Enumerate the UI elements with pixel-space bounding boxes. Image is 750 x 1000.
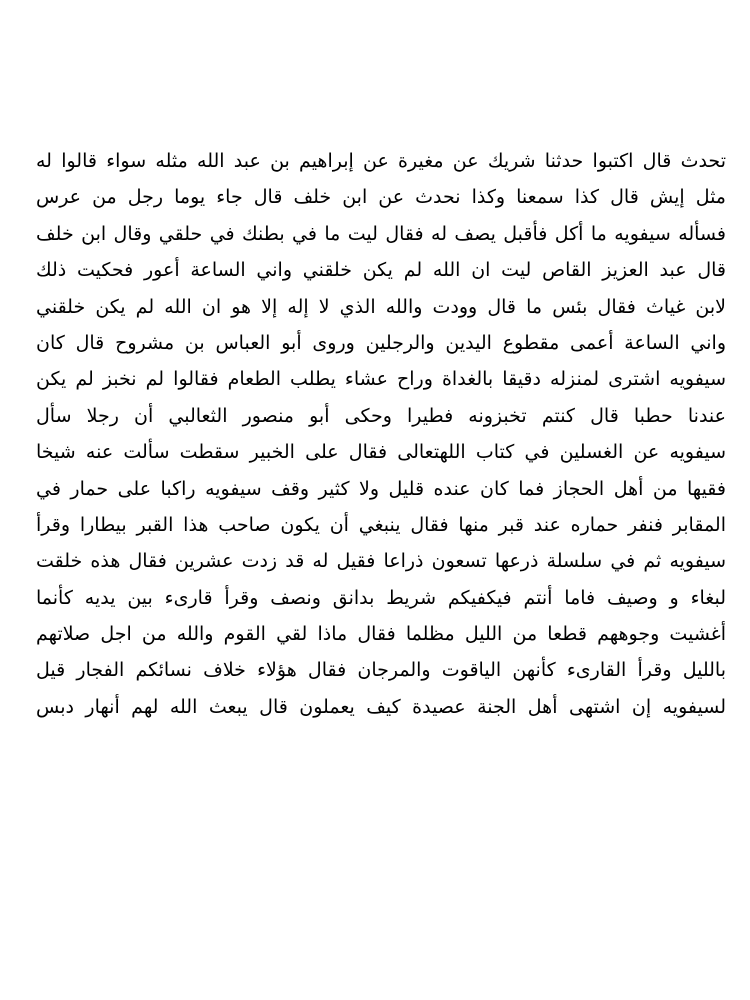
text-line: واني الساعة أعمى مقطوع اليدين والرجلين وروى أبو العباس بن مشروح قال كان (36, 331, 726, 354)
text-line: فسأله سيفويه ما أكل فأقبل يصف له فقال ليت ما في بطنك في حلقي وقال ابن خلف (36, 222, 726, 245)
text-line: لابن غياث فقال بئس ما قال وودت والله الذي لا إله إلا هو ان الله لم يكن خلقني (36, 295, 726, 318)
text-line: لسيفويه إن اشتهى أهل الجنة عصيدة كيف يعملون قال يبعث الله لهم أنهار دبس (36, 695, 726, 718)
text-line: المقابر فنفر حماره عند قبر منها فقال ينبغي أن يكون صاحب هذا القبر بيطارا وقرأ (36, 513, 726, 536)
text-line: لبغاء و وصيف فاما أنتم فيكفيكم شريط بدانق ونصف وقرأ قارىء بين يديه كأنما (36, 586, 726, 609)
text-line: فقيها من أهل الحجاز فما كان عنده قليل ولا كثير وقف سيفويه راكبا على حمار في (36, 477, 726, 500)
text-line: عندنا حطبا قال كنتم تخبزونه فطيرا وحكى أبو منصور الثعالبي أن رجلا سأل (36, 404, 726, 427)
text-line: سيفويه اشترى لمنزله دقيقا بالغداة وراح عشاء يطلب الطعام فقالوا لم نخبز لم يكن (36, 368, 726, 391)
text-line: قال عبد العزيز القاص ليت ان الله لم يكن خلقني واني الساعة أعور فحكيت ذلك (36, 259, 726, 282)
text-line: مثل إيش قال كذا سمعنا وكذا نحدث عن ابن خلف قال جاء يوما رجل من عرس (36, 186, 726, 209)
text-line: أغشيت وجوههم قطعا من الليل مظلما فقال ماذا لقي القوم والله من اجل صلاتهم (36, 623, 726, 646)
text-line: بالليل وقرأ القارىء كأنهن الياقوت والمرجان فقال هؤلاء خلاف نسائكم الفجار قيل (36, 659, 726, 682)
text-line: سيفويه ثم في سلسلة ذرعها تسعون ذراعا فقيل له قد زدت عشرين فقال هذه خلقت (36, 550, 726, 573)
body-text (36, 143, 726, 725)
text-line: تحدث قال اكتبوا حدثنا شريك عن مغيرة عن إبراهيم بن عبد الله مثله سواء قالوا له (36, 150, 726, 172)
text-line: سيفويه عن الغسلين في كتاب اللهتعالى فقال على الخبير سقطت سألت عنه شيخا (36, 441, 726, 464)
